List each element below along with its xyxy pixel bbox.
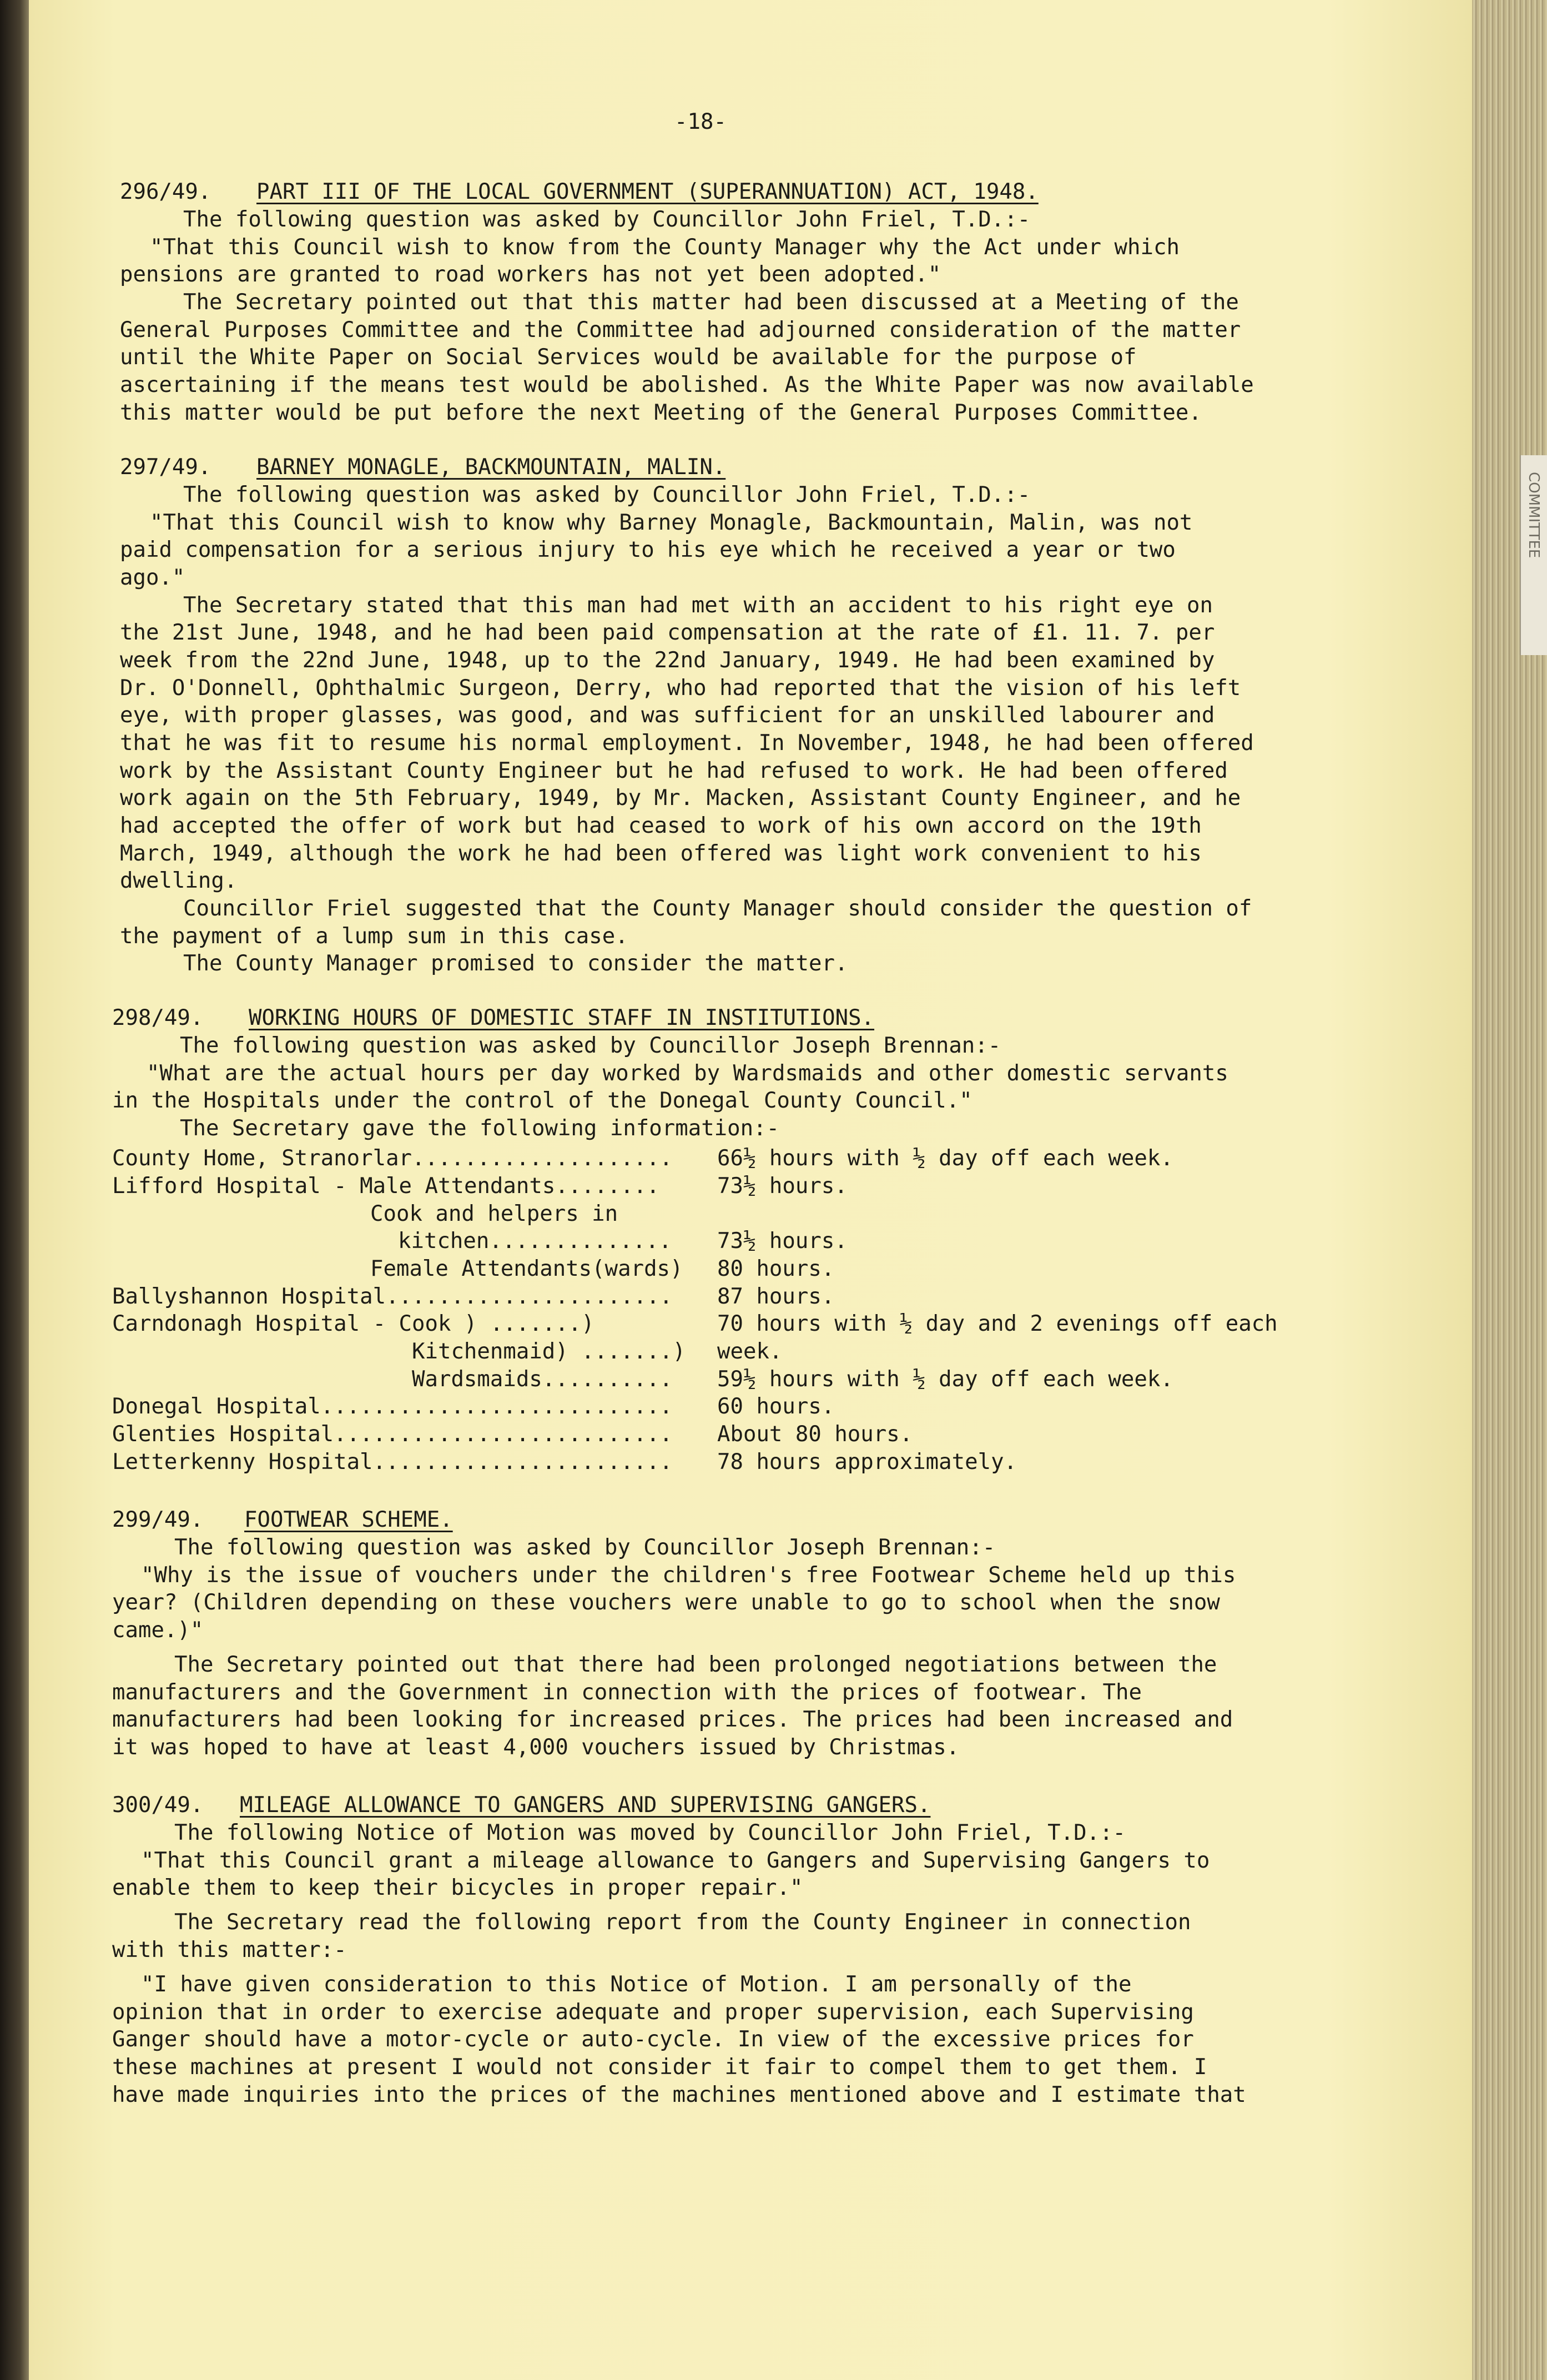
item-heading: MILEAGE ALLOWANCE TO GANGERS AND SUPERVISING GANGERS. [240, 1793, 931, 1818]
table-row-label: Donegal Hospital........................... [112, 1394, 673, 1419]
text-line: Ganger should have a motor-cycle or auto-cycle. In view of the excessive prices for [112, 2027, 1194, 2052]
table-row-label: Letterkenny Hospital....................... [112, 1450, 673, 1475]
table-row-label: Glenties Hospital.......................... [112, 1422, 673, 1447]
table-row-value: 73½ hours. [717, 1174, 848, 1199]
text-line: with this matter:- [112, 1938, 347, 1963]
item-number: 296/49. [120, 179, 211, 204]
table-row-label: Ballyshannon Hospital...................... [112, 1284, 673, 1309]
text-line: The following Notice of Motion was moved by Councillor John Friel, T.D.:- [174, 1820, 1126, 1845]
text-line: manufacturers and the Government in connection with the prices of footwear. The [112, 1680, 1142, 1705]
item-number: 297/49. [120, 455, 211, 480]
table-row-label: Lifford Hospital - Male Attendants........ [112, 1174, 660, 1199]
text-line: these machines at present I would not consider it fair to compel them to get them. I [112, 2055, 1207, 2080]
text-line: in the Hospitals under the control of the Donegal County Council." [112, 1088, 972, 1113]
text-line: came.)" [112, 1618, 204, 1643]
text-line: the 21st June, 1948, and he had been paid compensation at the rate of £1. 11. 7. per [120, 620, 1215, 645]
table-row-label: Cook and helpers in [370, 1201, 618, 1226]
item-number: 300/49. [112, 1793, 204, 1818]
page-stack-edge [1472, 0, 1547, 2380]
table-row-label: Female Attendants(wards) [370, 1256, 683, 1281]
text-line: dwelling. [120, 868, 238, 893]
text-line: Dr. O'Donnell, Ophthalmic Surgeon, Derry, who had reported that the vision of his left [120, 676, 1241, 701]
table-row-value: 73½ hours. [717, 1229, 848, 1254]
page-number: -18- [674, 109, 727, 134]
text-line: The County Manager promised to consider the matter. [183, 951, 848, 976]
table-row-label: Carndonagh Hospital - Cook ) .......) [112, 1311, 594, 1336]
table-row-label: kitchen.............. [398, 1229, 672, 1254]
table-row-value: About 80 hours. [717, 1422, 913, 1447]
text-line: the payment of a lump sum in this case. [120, 924, 628, 949]
text-line: year? (Children depending on these vouchers were unable to go to school when the snow [112, 1590, 1220, 1615]
table-row-value: 59½ hours with ½ day off each week. [717, 1367, 1173, 1392]
text-line: The Secretary gave the following information:- [180, 1116, 780, 1141]
item-number: 299/49. [112, 1507, 204, 1532]
document-page [29, 0, 1472, 2380]
table-row-label: Wardsmaids.......... [412, 1367, 673, 1392]
text-line: manufacturers had been looking for increased prices. The prices had been increased and [112, 1707, 1233, 1732]
text-line: had accepted the offer of work but had ceased to work of his own accord on the 19th [120, 813, 1202, 838]
side-tab-label: COMMITTEE [1525, 472, 1542, 558]
book-binding-left [0, 0, 29, 2380]
item-heading: BARNEY MONAGLE, BACKMOUNTAIN, MALIN. [256, 455, 726, 480]
text-line: The Secretary read the following report from the County Engineer in connection [174, 1910, 1191, 1935]
text-line: "I have given consideration to this Notice of Motion. I am personally of the [141, 1972, 1132, 1997]
item-heading: WORKING HOURS OF DOMESTIC STAFF IN INSTITUTIONS. [249, 1005, 875, 1030]
text-line: "That this Council grant a mileage allowance to Gangers and Supervising Gangers to [141, 1848, 1210, 1873]
text-line: this matter would be put before the next Meeting of the General Purposes Committee. [120, 400, 1202, 425]
text-line: The following question was asked by Councillor Joseph Brennan:- [180, 1033, 1001, 1058]
text-line: paid compensation for a serious injury to his eye which he received a year or two [120, 537, 1176, 562]
text-line: The Secretary pointed out that there had been prolonged negotiations between the [174, 1652, 1217, 1677]
text-line: General Purposes Committee and the Committee had adjourned consideration of the matter [120, 318, 1241, 343]
text-line: opinion that in order to exercise adequate and proper supervision, each Supervising [112, 2000, 1194, 2025]
text-line: pensions are granted to road workers has not yet been adopted." [120, 262, 941, 287]
text-line: work by the Assistant County Engineer but he had refused to work. He had been offered [120, 758, 1228, 783]
item-heading: FOOTWEAR SCHEME. [244, 1507, 453, 1532]
text-line: it was hoped to have at least 4,000 vouchers issued by Christmas. [112, 1735, 960, 1760]
table-row-value: 78 hours approximately. [717, 1450, 1017, 1475]
text-line: ago." [120, 565, 185, 590]
item-heading: PART III OF THE LOCAL GOVERNMENT (SUPERANNUATION) ACT, 1948. [256, 179, 1039, 204]
text-line: The following question was asked by Councillor John Friel, T.D.:- [183, 482, 1031, 507]
text-line: The Secretary stated that this man had met with an accident to his right eye on [183, 593, 1213, 618]
text-line: work again on the 5th February, 1949, by Mr. Macken, Assistant County Engineer, and he [120, 786, 1241, 811]
table-row-value: 87 hours. [717, 1284, 835, 1309]
text-line: March, 1949, although the work he had been offered was light work convenient to his [120, 841, 1202, 866]
text-line: The following question was asked by Councillor John Friel, T.D.:- [183, 207, 1031, 232]
text-line: "That this Council wish to know from the County Manager why the Act under which [150, 235, 1180, 260]
text-line: "What are the actual hours per day worked by Wardsmaids and other domestic servants [147, 1061, 1228, 1086]
text-line: have made inquiries into the prices of the machines mentioned above and I estimate that [112, 2082, 1246, 2107]
text-line: eye, with proper glasses, was good, and was sufficient for an unskilled labourer and [120, 703, 1215, 728]
text-line: that he was fit to resume his normal employment. In November, 1948, he had been offered [120, 731, 1254, 756]
text-line: "That this Council wish to know why Barney Monagle, Backmountain, Malin, was not [150, 510, 1193, 535]
table-row-value: 70 hours with ½ day and 2 evenings off each [717, 1311, 1278, 1336]
table-row-value: 66½ hours with ½ day off each week. [717, 1146, 1173, 1171]
item-number: 298/49. [112, 1005, 204, 1030]
table-row-value: 80 hours. [717, 1256, 835, 1281]
text-line: ascertaining if the means test would be abolished. As the White Paper was now available [120, 373, 1254, 397]
text-line: until the White Paper on Social Services would be available for the purpose of [120, 345, 1137, 370]
text-line: Councillor Friel suggested that the County Manager should consider the question of [183, 896, 1252, 921]
text-line: The following question was asked by Councillor Joseph Brennan:- [174, 1535, 996, 1560]
table-row-value: 60 hours. [717, 1394, 835, 1419]
text-line: enable them to keep their bicycles in proper repair." [112, 1875, 803, 1900]
text-line: week from the 22nd June, 1948, up to the 22nd January, 1949. He had been examined by [120, 648, 1215, 673]
text-line: The Secretary pointed out that this matter had been discussed at a Meeting of the [183, 290, 1239, 315]
table-row-label: Kitchenmaid) .......) [412, 1339, 686, 1364]
table-row-label: County Home, Stranorlar.................... [112, 1146, 673, 1171]
table-row-value: week. [717, 1339, 783, 1364]
text-line: "Why is the issue of vouchers under the children's free Footwear Scheme held up this [141, 1563, 1236, 1588]
